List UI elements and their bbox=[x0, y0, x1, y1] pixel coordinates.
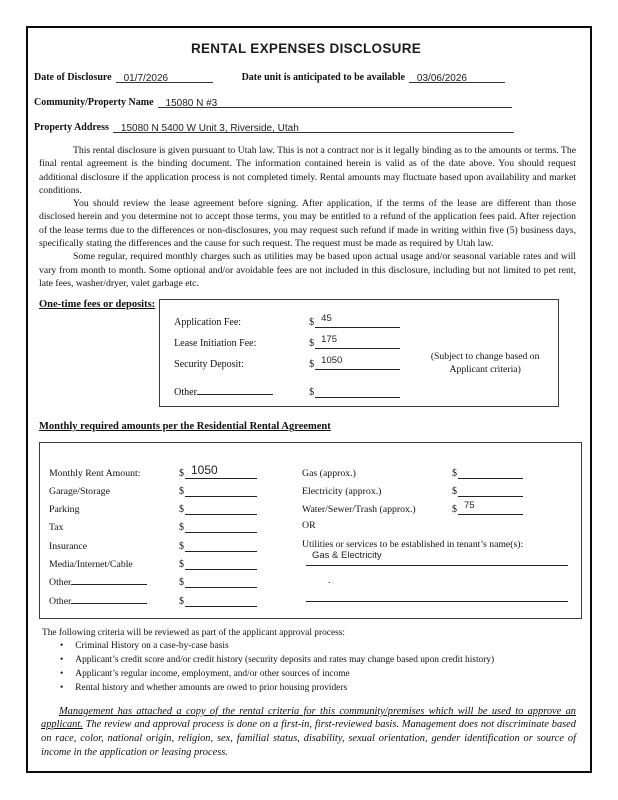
dollar-sign: $ bbox=[179, 485, 184, 497]
parking-label: Parking bbox=[49, 504, 80, 516]
other-fee-value bbox=[315, 383, 321, 394]
utilities-label: Utilities or services to be established in tenant’s name(s): bbox=[302, 538, 524, 550]
dollar-sign: $ bbox=[179, 467, 184, 479]
fee-row-other bbox=[174, 377, 558, 398]
intro-paragraph-1: This rental disclosure is given pursuant to Utah law. This is not a contract nor is it legally binding as to the amounts or terms. The final rental agreement is the binding document. The information contained herein is valid as of the date above. You should request additional disclosure if the application process is not completed timely. Rental amounts may fluctuate based upon availability and market conditions. bbox=[39, 145, 576, 196]
date-available-field bbox=[409, 69, 505, 83]
dollar-sign: $ bbox=[309, 317, 315, 329]
criteria-section bbox=[42, 627, 578, 696]
water-sewer-trash-value: 75 bbox=[464, 500, 475, 512]
other-2-name-field bbox=[71, 592, 147, 604]
one-time-fees-heading: One-time fees or deposits: bbox=[39, 299, 156, 311]
deposit-note bbox=[410, 351, 560, 376]
registered-mark bbox=[58, 772, 63, 773]
application-fee-label: Application Fee: bbox=[174, 317, 242, 329]
other-2-field bbox=[179, 594, 302, 607]
row-monthly-rent bbox=[49, 460, 302, 478]
header-row-dates bbox=[34, 69, 578, 83]
deposit-note-line1: (Subject to change based on bbox=[430, 351, 540, 363]
dollar-sign: $ bbox=[309, 338, 315, 350]
tax-field bbox=[179, 520, 302, 533]
gas-label: Gas (approx.) bbox=[302, 467, 356, 479]
property-address-label: Property Address bbox=[34, 122, 109, 133]
media-internet-cable-field bbox=[179, 557, 302, 570]
row-period bbox=[302, 570, 573, 588]
dollar-sign: $ bbox=[179, 540, 184, 552]
intro-paragraphs bbox=[39, 144, 576, 290]
monthly-rent-label: Monthly Rent Amount: bbox=[49, 467, 141, 479]
monthly-amounts-box bbox=[39, 442, 582, 618]
community-name-label: Community/Property Name bbox=[34, 97, 154, 108]
intro-paragraph-3: Some regular, required monthly charges such as utilities may be based upon actual usage and/or seasonal variable rates and will vary from month to month. Some optional and/or avoidable fees are not included in this disclosure, including but not limited to pet rent, late fees, washer/dryer, valet garbage etc. bbox=[39, 251, 576, 289]
gas-field bbox=[452, 466, 573, 479]
security-deposit-value: 1050 bbox=[321, 355, 343, 367]
deposit-note-line2: Applicant criteria) bbox=[449, 363, 521, 375]
monthly-amounts-heading: Monthly required amounts per the Residential Rental Agreement bbox=[39, 421, 331, 433]
dollar-sign: $ bbox=[309, 359, 315, 371]
criteria-intro: The following criteria will be reviewed as part of the applicant approval process: bbox=[42, 627, 346, 638]
row-media-internet-cable bbox=[49, 552, 302, 570]
utilities-value: Gas & Electricity bbox=[312, 549, 382, 561]
row-electricity bbox=[302, 479, 573, 497]
intro-paragraph-2: You should review the lease agreement before signing. After application, if the terms of the lease are different than those disclosed herein and you determine not to accept those terms, you may be entitled to a refund of the application fees paid. After rejection of the lease terms due to the differences or non-disclosures, you may request such refund if made in writing within five (5) business days, specifically stating the differences and the cause for such request. The request must be made as required by Utah law. bbox=[39, 198, 576, 250]
stray-period: . bbox=[328, 575, 331, 587]
date-of-disclosure-value: 01/7/2026 bbox=[123, 73, 169, 84]
row-utilities-label bbox=[302, 533, 573, 551]
row-other-1 bbox=[49, 570, 302, 588]
closing-underlined-sentence: Management has attached a copy of the rental criteria for this community/premises which will be used to approve an applicant. bbox=[41, 705, 576, 731]
dollar-sign: $ bbox=[179, 522, 184, 534]
criteria-bullet-3: • Applicant’s regular income, employment, and/or other sources of income bbox=[42, 668, 578, 682]
row-gas bbox=[302, 460, 573, 478]
criteria-bullet-4: • Rental history and whether amounts are owed to prior housing providers bbox=[42, 682, 578, 696]
community-name-field bbox=[158, 94, 512, 108]
footer bbox=[39, 770, 578, 773]
header-row-address bbox=[34, 119, 578, 133]
row-insurance bbox=[49, 533, 302, 551]
date-available-value: 03/06/2026 bbox=[416, 73, 467, 84]
fee-row-lease-initiation bbox=[174, 328, 558, 349]
header-row-community bbox=[34, 94, 578, 108]
parking-field bbox=[179, 502, 302, 515]
utilities-empty-field bbox=[306, 588, 568, 602]
dollar-sign: $ bbox=[179, 559, 184, 571]
application-fee-field bbox=[309, 315, 558, 328]
lease-initiation-fee-label: Lease Initiation Fee: bbox=[174, 338, 257, 350]
date-available-label: Date unit is anticipated to be available bbox=[241, 72, 405, 83]
row-other-2 bbox=[49, 588, 302, 606]
monthly-right-column bbox=[302, 460, 573, 606]
electricity-label: Electricity (approx.) bbox=[302, 485, 382, 497]
media-internet-cable-label: Media/Internet/Cable bbox=[49, 559, 133, 571]
dollar-sign: $ bbox=[452, 485, 457, 497]
fee-row-application bbox=[174, 307, 558, 328]
monthly-rent-value: 1050 bbox=[191, 462, 218, 477]
closing-paragraph bbox=[41, 705, 576, 760]
dollar-sign: $ bbox=[179, 595, 184, 607]
kc-logo bbox=[39, 770, 58, 773]
row-parking bbox=[49, 497, 302, 515]
tax-label: Tax bbox=[49, 522, 64, 534]
row-utilities-value bbox=[302, 549, 573, 570]
utilities-value-field bbox=[306, 549, 568, 566]
or-label: OR bbox=[302, 520, 316, 532]
document-title: RENTAL EXPENSES DISCLOSURE bbox=[190, 41, 422, 56]
criteria-bullet-1: • Criminal History on a case-by-case basis bbox=[42, 640, 578, 654]
community-name-value: 15080 N #3 bbox=[165, 98, 218, 109]
garage-storage-field bbox=[179, 484, 302, 497]
lease-initiation-fee-field bbox=[309, 336, 558, 349]
one-time-fees-box bbox=[159, 299, 559, 407]
other-fee-field bbox=[309, 385, 558, 398]
row-or bbox=[302, 515, 573, 533]
dollar-sign: $ bbox=[179, 577, 184, 589]
lease-initiation-fee-value: 175 bbox=[321, 334, 338, 346]
property-address-value: 15080 N 5400 W Unit 3, Riverside, Utah bbox=[120, 123, 299, 134]
dollar-sign: $ bbox=[179, 504, 184, 516]
page-border bbox=[26, 26, 592, 773]
water-sewer-trash-field bbox=[452, 502, 573, 515]
row-water-sewer-trash bbox=[302, 497, 573, 515]
other-1-label: Other bbox=[49, 573, 179, 588]
row-empty-line bbox=[302, 588, 573, 606]
monthly-rent-field bbox=[179, 462, 302, 479]
row-tax bbox=[49, 515, 302, 533]
insurance-label: Insurance bbox=[49, 540, 88, 552]
date-of-disclosure-field bbox=[116, 69, 213, 83]
application-fee-value: 45 bbox=[321, 313, 332, 325]
security-deposit-label: Security Deposit: bbox=[174, 359, 244, 371]
water-sewer-trash-label: Water/Sewer/Trash (approx.) bbox=[302, 504, 416, 516]
row-garage-storage bbox=[49, 479, 302, 497]
insurance-field bbox=[179, 539, 302, 552]
other-fee-name-field bbox=[197, 383, 273, 395]
one-time-fees-section bbox=[39, 299, 578, 407]
date-of-disclosure-label: Date of Disclosure bbox=[34, 72, 112, 83]
other-1-name-field bbox=[71, 573, 147, 585]
other-fee-label: Other bbox=[174, 383, 309, 398]
monthly-left-column bbox=[49, 460, 302, 606]
property-address-field bbox=[113, 119, 514, 133]
criteria-bullet-2: • Applicant’s credit score and/or credit history (security deposits and rates may change based upon credit history) bbox=[42, 654, 578, 668]
garage-storage-label: Garage/Storage bbox=[49, 485, 110, 497]
closing-rest: The review and approval process is done on a first-in, first-reviewed basis. Management does not discriminate based on race, color, national origin, religion, sex, familial status, disability, sexual orientation, gender identification or source of income in the application or leasing process. bbox=[41, 719, 576, 758]
dollar-sign: $ bbox=[309, 387, 315, 399]
dollar-sign: $ bbox=[452, 504, 457, 516]
other-1-field bbox=[179, 575, 302, 588]
other-2-label: Other bbox=[49, 592, 179, 607]
dollar-sign: $ bbox=[452, 467, 457, 479]
electricity-field bbox=[452, 484, 573, 497]
